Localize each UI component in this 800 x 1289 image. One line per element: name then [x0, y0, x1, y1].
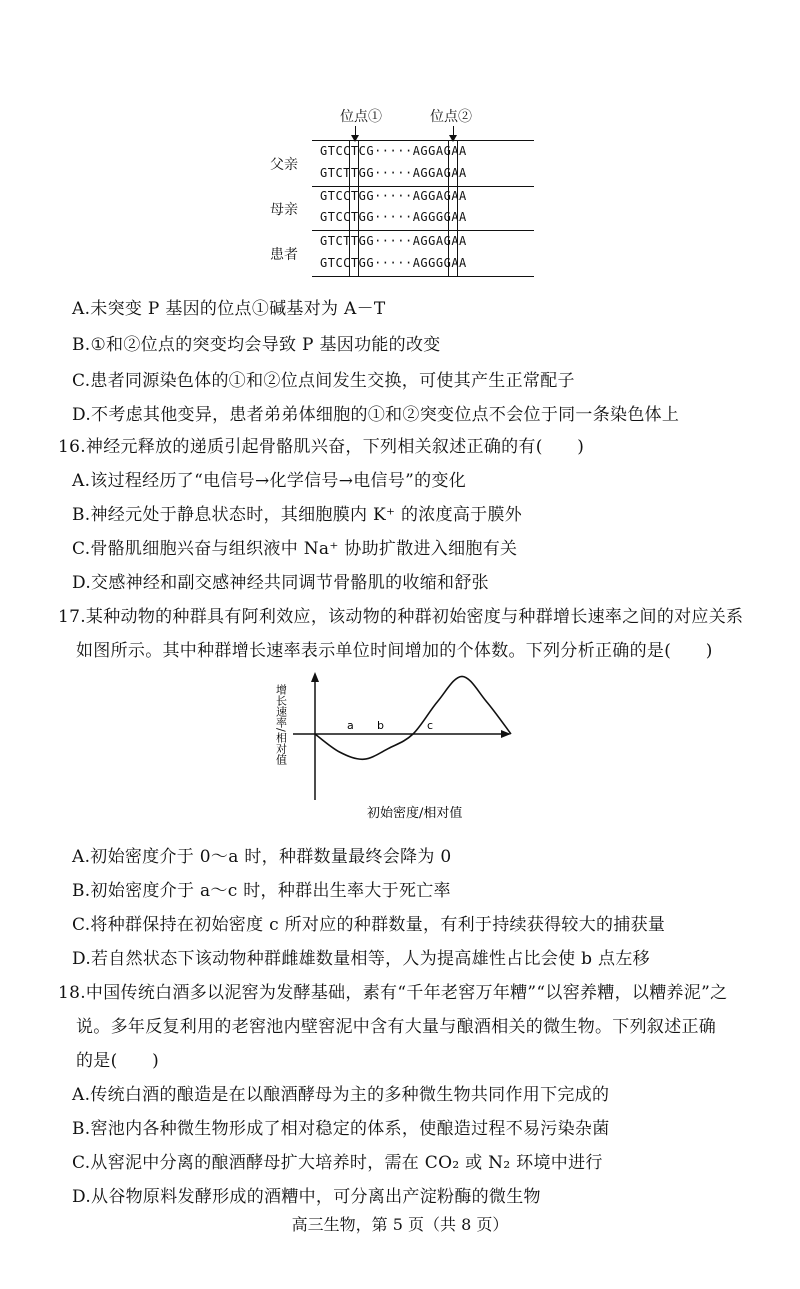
site2-arrow-icon: [453, 126, 454, 140]
q16-stem: 16.神经元释放的递质引起骨骼肌兴奋，下列相关叙述正确的有( ): [58, 437, 585, 457]
q18-option-a: A.传统白酒的酿造是在以酿酒酵母为主的多种微生物共同作用下完成的: [72, 1085, 610, 1105]
y-axis-arrow-icon: [311, 672, 319, 682]
q15-option-b: B.①和②位点的突变均会导致 P 基因功能的改变: [72, 335, 441, 355]
q15-option-a: A.未突变 P 基因的位点①碱基对为 A－T: [72, 299, 386, 319]
mother-label: 母亲: [270, 202, 298, 218]
site1-label: 位点①: [340, 109, 382, 125]
q18-stem-line3: 的是( ): [76, 1051, 160, 1071]
q17-option-a: A.初始密度介于 0～a 时，种群数量最终会降为 0: [72, 847, 452, 867]
table-top-rule: [312, 140, 534, 141]
growth-rate-chart: [275, 670, 535, 830]
q16-option-b: B.神经元处于静息状态时，其细胞膜内 K⁺ 的浓度高于膜外: [72, 505, 523, 525]
point-label-b: b: [377, 719, 384, 732]
point-label-a: a: [347, 719, 354, 732]
q16-option-c: C.骨骼肌细胞兴奋与组织液中 Na⁺ 协助扩散进入细胞有关: [72, 539, 518, 559]
q17-stem-line2: 如图所示。其中种群增长速率表示单位时间增加的个体数。下列分析正确的是( ): [76, 641, 713, 661]
q18-stem-line2: 说。多年反复利用的老窖池内壁窖泥中含有大量与酿酒相关的微生物。下列叙述正确: [76, 1017, 717, 1037]
mother-strand-1: GTCCTGG·····AGGAGAA: [320, 189, 467, 203]
patient-label: 患者: [270, 247, 298, 263]
q15-option-d: D.不考虑其他变异，患者弟弟体细胞的①和②突变位点不会位于同一条染色体上: [72, 405, 680, 425]
q18-option-c: C.从窖泥中分离的酿酒酵母扩大培养时，需在 CO₂ 或 N₂ 环境中进行: [72, 1153, 603, 1173]
q15-option-c: C.患者同源染色体的①和②位点间发生交换，可使其产生正常配子: [72, 371, 575, 391]
q18-option-d: D.从谷物原料发酵形成的酒糟中，可分离出产淀粉酶的微生物: [72, 1187, 541, 1207]
father-strand-2: GTCTTGG·····AGGAGAA: [320, 166, 467, 180]
q18-stem-line1: 18.中国传统白酒多以泥窖为发酵基础，素有“千年老窖万年糟”“以窖养糟，以糟养泥”之: [58, 983, 728, 1003]
q16-option-a: A.该过程经历了“电信号→化学信号→电信号”的变化: [72, 471, 467, 491]
q17-option-c: C.将种群保持在初始密度 c 所对应的种群数量，有利于持续获得较大的捕获量: [72, 915, 666, 935]
father-strand-1: GTCCTCG·····AGGAGAA: [320, 144, 467, 158]
table-bottom-rule: [312, 276, 534, 277]
y-axis-label: 增长速率/相对值: [275, 684, 288, 765]
q17-stem-line1: 17.某种动物的种群具有阿利效应，该动物的种群初始密度与种群增长速率之间的对应关系: [58, 607, 744, 627]
q18-option-b: B.窖池内各种微生物形成了相对稳定的体系，使酿造过程不易污染杂菌: [72, 1119, 610, 1139]
table-row-rule: [312, 186, 534, 187]
patient-strand-2: GTCCTGG·····AGGGGAA: [320, 256, 467, 270]
q17-option-d: D.若自然状态下该动物种群雌雄数量相等，人为提高雄性占比会使 b 点左移: [72, 949, 650, 969]
dna-sequence-figure: [270, 100, 520, 280]
x-axis-label: 初始密度/相对值: [367, 806, 463, 821]
point-label-c: c: [427, 719, 434, 732]
mother-strand-2: GTCCTGG·····AGGGGAA: [320, 210, 467, 224]
growth-rate-curve: [315, 676, 511, 759]
table-row-rule: [312, 230, 534, 231]
site1-arrow-icon: [355, 126, 356, 140]
father-label: 父亲: [270, 157, 298, 173]
patient-strand-1: GTCTTGG·····AGGAGAA: [320, 234, 467, 248]
q16-option-d: D.交感神经和副交感神经共同调节骨骼肌的收缩和舒张: [72, 573, 489, 593]
page-footer: 高三生物，第 5 页（共 8 页）: [291, 1215, 509, 1234]
site2-label: 位点②: [430, 109, 472, 125]
q17-option-b: B.初始密度介于 a～c 时，种群出生率大于死亡率: [72, 881, 451, 901]
